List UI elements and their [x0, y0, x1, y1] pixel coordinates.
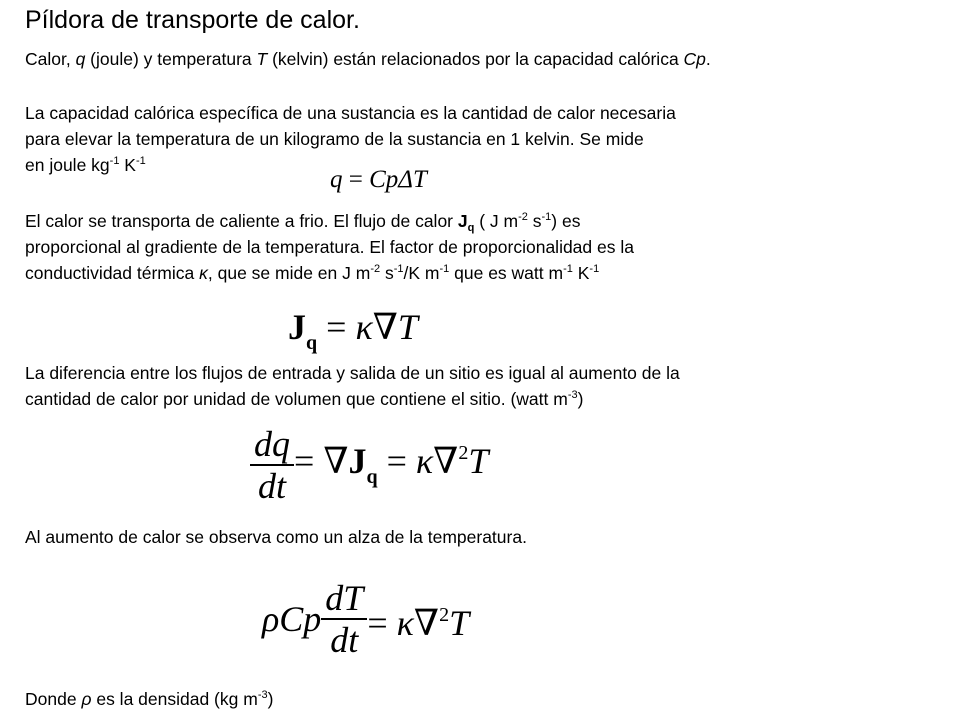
equation-heat-balance: $\frac{dq}{dt}$ = $\nabla J_q = \kappa\nabla^2T$	[250, 424, 488, 506]
equation-heat-capacity: q = CpΔT	[330, 166, 427, 193]
paragraph-heat-capacity-intro: Calor, q (joule) y temperatura T (kelvin) están relacionados por la capacidad calórica Cp.	[25, 49, 711, 69]
fraction-dT-dt: $\frac{dT}{dt}$	[321, 578, 367, 660]
paragraph-specific-heat: La capacidad calórica específica de una sustancia es la cantidad de calor necesaria para elevar la temperatura de un kilogramo de la sustancia en 1 kelvin. Se mide en joule $kg^{-1}$ $K^{-1}$	[25, 103, 676, 175]
paragraph-heat-flux: El calor se transporta de caliente a frio. El flujo de calor $J_q$ ( J $m^{-2}$ $s^{-1}$) es proporcional al gradiente de la temperatura. El factor de proporcionalidad es la conductividad térmica κ, que se mide en J $m^{-2}$ $s^{-1}/K$ $m^{-1}$ que es watt $m^{-1}$ $K^{-1}$	[25, 211, 634, 283]
paragraph-temperature-rise: Al aumento de calor se observa como un alza de la temperatura.	[25, 527, 527, 547]
paragraph-flux-balance: La diferencia entre los flujos de entrada y salida de un sitio es igual al aumento de la cantidad de calor por unidad de volumen que contiene el sitio. (watt $m^{-3}$)	[25, 363, 680, 409]
paragraph-density-definition: Donde ρ es la densidad (kg $m^{-3}$)	[25, 689, 274, 709]
slide-title: Píldora de transporte de calor.	[25, 6, 360, 34]
equation-heat-equation: ρCp $\frac{dT}{dt}$ = κ∇$^2$T	[262, 578, 470, 660]
fraction-dq-dt: $\frac{dq}{dt}$	[250, 424, 294, 506]
equation-fourier-law: $J_q = \kappa\nabla T$	[288, 307, 418, 354]
